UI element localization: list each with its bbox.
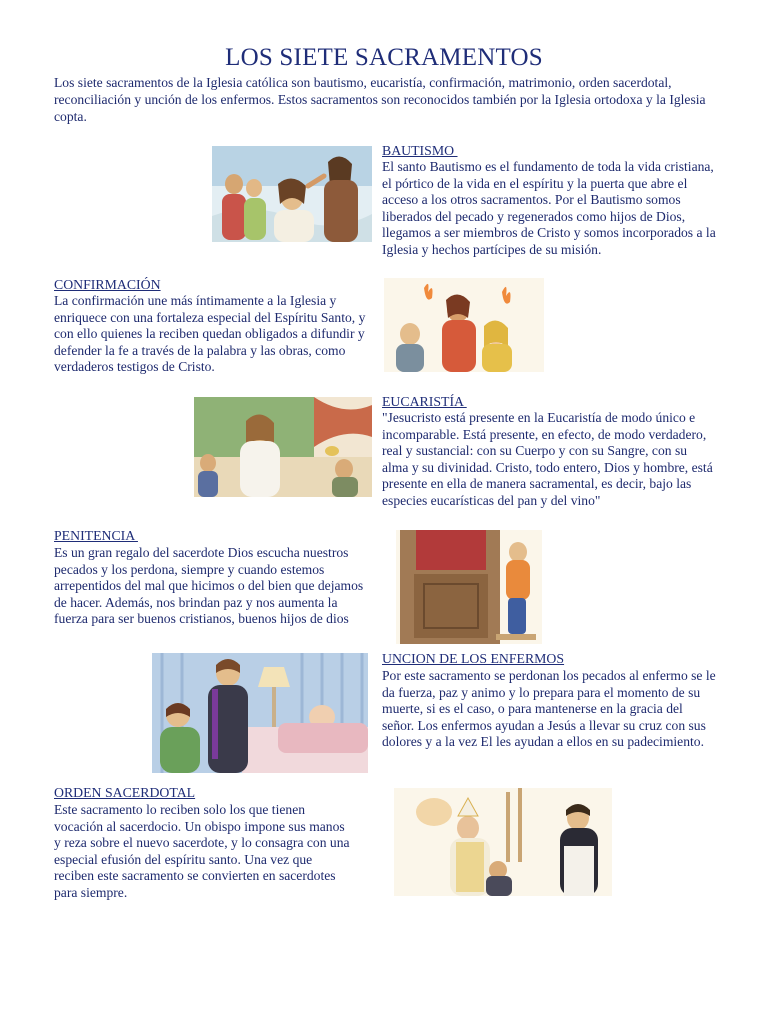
section-body-bautismo: El santo Bautismo es el fundamento de toda la vida cristiana, el pórtico de la vida en el espíritu y la puerta que abre el acceso a los otros sacramentos. Por el Bautismo somos liberados del pecado y regenerados como hijos de Dios, llegamos a ser miembros de Cristo y somos incorporados a la Iglesia y hechos partícipes de su misión. bbox=[382, 159, 716, 257]
eucharist-illustration bbox=[194, 397, 372, 497]
intro-paragraph: Los siete sacramentos de la Iglesia católica son bautismo, eucaristía, confirmación, matrimonio, orden sacerdotal, reconciliación y unción de los enfermos. Estos sacramentos son reconocidos también por la Iglesia ortodoxa y la Iglesia copta. bbox=[54, 75, 706, 124]
section-title-orden-sacerdotal: ORDEN SACERDOTAL bbox=[54, 785, 196, 800]
baptism-illustration bbox=[212, 146, 372, 242]
section-title-uncion: UNCION DE LOS ENFERMOS bbox=[382, 651, 565, 666]
section-body-eucaristia: "Jesucristo está presente en la Eucaristía de modo único e incomparable. Está presente, en efecto, de modo verdadero, real y sustancial: con su Cuerpo y con su Sangre, con su alma y su divinidad. Cristo, todo entero, Dios y hombre, está presente en ella de manera sacramental, es decir, bajo las especies eucarísticas del pan y del vino" bbox=[382, 410, 713, 508]
section-body-confirmacion: La confirmación une más íntimamente a la Iglesia y enriquece con una fortaleza especial del Espíritu Santo, y con ello quienes la reciben quedan obligados a difundir y defender la fe a través de la palabra y las obras, como verdaderos testigos de Cristo. bbox=[54, 293, 366, 375]
section-body-uncion: Por este sacramento se perdonan los pecados al enfermo se le da fuerza, paz y animo y lo prepara para el momento de su muerte, si es el caso, o para mantenerse en la gracia del señor. Los enfermos ayudan a Jesús a llevar su cruz con sus dolores y a la vez El les ayudan a ellos en su padecimiento. bbox=[382, 668, 716, 750]
anointing-illustration bbox=[152, 653, 368, 773]
section-title-eucaristia: EUCARISTÍA bbox=[382, 394, 467, 409]
holy-orders-illustration bbox=[394, 788, 612, 896]
confirmation-illustration bbox=[384, 278, 544, 372]
page-title: LOS SIETE SACRAMENTOS bbox=[225, 44, 543, 71]
section-title-penitencia: PENITENCIA bbox=[54, 528, 138, 543]
penance-illustration bbox=[396, 530, 542, 644]
section-title-bautismo: BAUTISMO bbox=[382, 143, 458, 158]
section-title-confirmacion: CONFIRMACIÓN bbox=[54, 277, 161, 292]
section-body-orden-sacerdotal: Este sacramento lo reciben solo los que tienen vocación al sacerdocio. Un obispo impone sus manos y reza sobre el nuevo sacerdote, y lo consagra con una especial efusión del espíritu santo. Una vez que reciben este sacramento se convierten en sacerdotes para siempre. bbox=[54, 802, 350, 900]
section-body-penitencia: Es un gran regalo del sacerdote Dios escucha nuestros pecados y los perdona, siempre y cuando estemos arrepentidos del mal que hicimos o del bien que dejamos de hacer. Además, nos brindan paz y nos aumenta la fuerza para ser buenos cristianos, buenos hijos de dios bbox=[54, 545, 364, 627]
